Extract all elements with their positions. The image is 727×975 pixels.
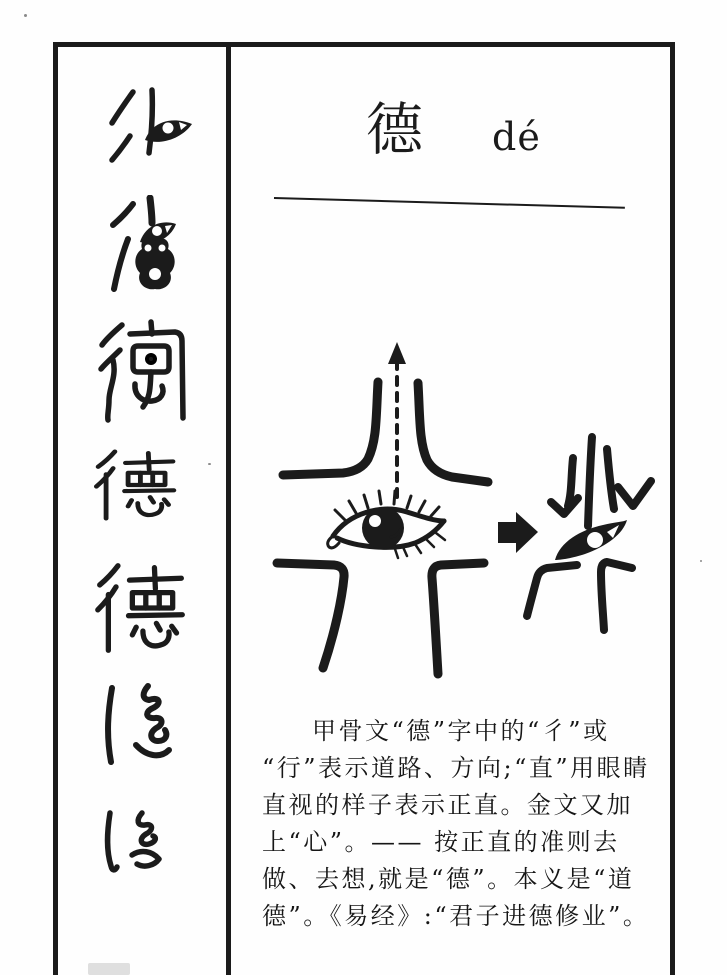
scan-speckle — [700, 560, 702, 562]
cut-off-character-fragment — [88, 963, 130, 975]
seal-script-form — [88, 318, 192, 424]
transform-arrow-icon — [498, 512, 538, 553]
pinyin-label: dé — [492, 115, 541, 159]
explanation-line: 甲骨文“德”字中的“彳”或 — [312, 717, 610, 745]
running-script-form — [98, 683, 178, 767]
explanation-line: “行”表示道路、方向;“直”用眼睛 — [262, 754, 650, 782]
column-divider-line — [226, 42, 231, 975]
scan-speckle — [208, 463, 211, 465]
explanation-line: 德”。《易经》:“君子进德修业”。 — [262, 902, 650, 930]
upward-dashed-arrow — [388, 342, 406, 497]
clerical-script-form — [92, 447, 180, 523]
explanation-line: 上“心”。—— 按正直的准则去 — [262, 828, 620, 856]
explanation-line: 做、去想,就是“德”。本义是“道 — [262, 865, 635, 893]
frame-left-border — [53, 42, 58, 975]
oracle-bone-script-form — [95, 80, 200, 172]
header-rule — [274, 197, 625, 209]
explanation-line: 直视的样子表示正直。金文又加 — [262, 791, 633, 819]
frame-right-border — [670, 42, 675, 975]
character-evolution-illustration — [255, 332, 655, 696]
scan-speckle — [24, 14, 27, 17]
cursive-script-form — [98, 808, 168, 878]
bronze-script-form — [95, 195, 195, 295]
headword-character: 德 — [366, 97, 423, 163]
oracle-bone-character-form — [527, 437, 651, 630]
regular-script-form — [93, 558, 189, 658]
eye-sketch — [328, 491, 445, 558]
explanation-paragraph — [262, 713, 657, 935]
frame-top-border — [53, 42, 675, 47]
